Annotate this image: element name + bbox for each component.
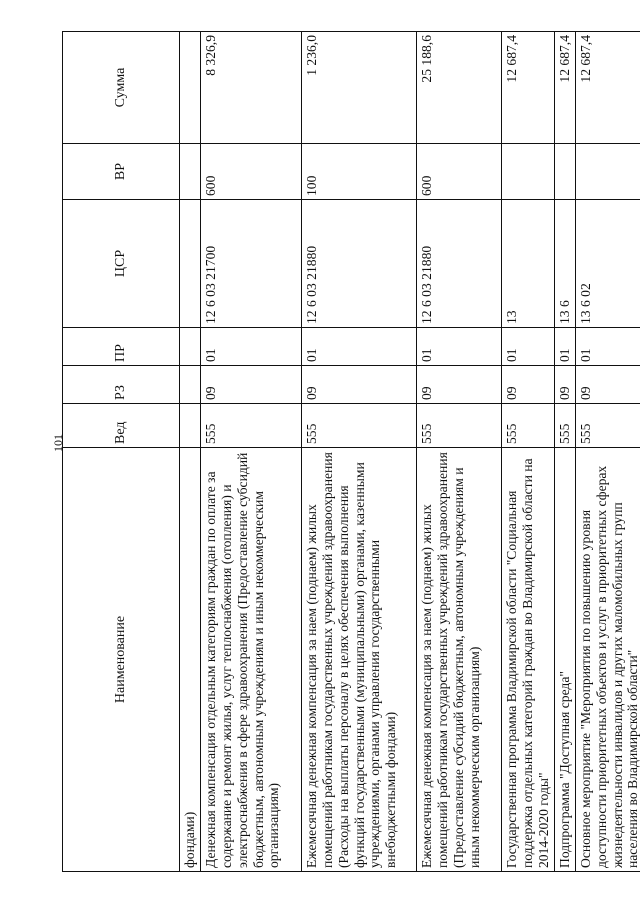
table-row — [200, 32, 301, 872]
cell-ved: 555 — [501, 404, 554, 448]
table-row — [180, 32, 201, 872]
cell-csr: 12 6 03 21880 — [301, 200, 416, 328]
cell-rz: 09 — [501, 366, 554, 404]
cell-csr: 13 — [501, 200, 554, 328]
cell-sum: 12 687,4 — [575, 32, 640, 144]
cell-csr: 12 6 03 21880 — [416, 200, 501, 328]
cell-pr: 01 — [554, 328, 575, 366]
table-row — [501, 32, 554, 872]
cell-csr: 13 6 02 — [575, 200, 640, 328]
table-row — [301, 32, 416, 872]
cell-name: Ежемесячная денежная компенсация за наем (поднаем) жилых помещений работникам государственных учреждений здравоохранения (Расходы на выплаты персоналу в целях обеспечения выполнения функций государственными (муниципальными) органами, казенными учреждениями, органами управления государственными внебюджетными фондами) — [301, 448, 416, 872]
cell-rz: 09 — [416, 366, 501, 404]
budget-table — [62, 31, 640, 872]
cell-ved — [180, 404, 201, 448]
cell-ved: 555 — [554, 404, 575, 448]
cell-vr — [575, 144, 640, 200]
header-sum: Сумма — [63, 32, 180, 144]
cell-ved: 555 — [416, 404, 501, 448]
cell-name: Государственная программа Владимирской области "Социальная поддержка отдельных категорий граждан во Владимирской области на 2014-2020 годы" — [501, 448, 554, 872]
cell-pr: 01 — [416, 328, 501, 366]
cell-rz: 09 — [575, 366, 640, 404]
header-ved: Вед — [63, 404, 180, 448]
cell-pr: 01 — [575, 328, 640, 366]
cell-ved: 555 — [575, 404, 640, 448]
cell-name: Денежная компенсация отдельным категориям граждан по оплате за содержание и ремонт жилья, услуг теплоснабжения (отопления) и электроснабжения в сфере здравоохранения (Предоставление субсидий бюджетным, автономным учреждениям и иным некоммерческим организациям) — [200, 448, 301, 872]
header-name: Наименование — [63, 448, 180, 872]
cell-pr — [180, 328, 201, 366]
cell-name: Ежемесячная денежная компенсация за наем (поднаем) жилых помещений работникам государственных учреждений здравоохранения (Предоставление субсидий бюджетным, автономным учреждениям и иным некоммерческим организациям) — [416, 448, 501, 872]
cell-name: фондами) — [180, 448, 201, 872]
cell-sum: 12 687,4 — [554, 32, 575, 144]
cell-vr: 100 — [301, 144, 416, 200]
table-row — [554, 32, 575, 872]
cell-vr — [501, 144, 554, 200]
cell-sum — [180, 32, 201, 144]
cell-vr: 600 — [200, 144, 301, 200]
page-number: 101 — [51, 434, 65, 452]
cell-sum: 8 326,9 — [200, 32, 301, 144]
cell-ved: 555 — [301, 404, 416, 448]
cell-ved: 555 — [200, 404, 301, 448]
cell-vr — [180, 144, 201, 200]
cell-sum: 12 687,4 — [501, 32, 554, 144]
table-row — [416, 32, 501, 872]
cell-rz — [180, 366, 201, 404]
table-header-row — [63, 32, 180, 872]
cell-sum: 1 236,0 — [301, 32, 416, 144]
cell-pr: 01 — [501, 328, 554, 366]
table-row — [575, 32, 640, 872]
cell-pr: 01 — [200, 328, 301, 366]
cell-rz: 09 — [200, 366, 301, 404]
budget-table-container — [62, 32, 640, 872]
cell-csr: 13 6 — [554, 200, 575, 328]
cell-csr — [180, 200, 201, 328]
cell-pr: 01 — [301, 328, 416, 366]
cell-name: Основное мероприятие "Мероприятия по повышению уровня доступности приоритетных объектов и услуг в приоритетных сферах жизнедеятельности инвалидов и других маломобильных групп населения во Владимирской области" — [575, 448, 640, 872]
cell-sum: 25 188,6 — [416, 32, 501, 144]
cell-name: Подпрограмма "Доступная среда" — [554, 448, 575, 872]
header-pr: ПР — [63, 328, 180, 366]
cell-rz: 09 — [301, 366, 416, 404]
cell-rz: 09 — [554, 366, 575, 404]
cell-vr — [554, 144, 575, 200]
header-csr: ЦСР — [63, 200, 180, 328]
cell-csr: 12 6 03 21700 — [200, 200, 301, 328]
header-rz: РЗ — [63, 366, 180, 404]
cell-vr: 600 — [416, 144, 501, 200]
header-vr: ВР — [63, 144, 180, 200]
